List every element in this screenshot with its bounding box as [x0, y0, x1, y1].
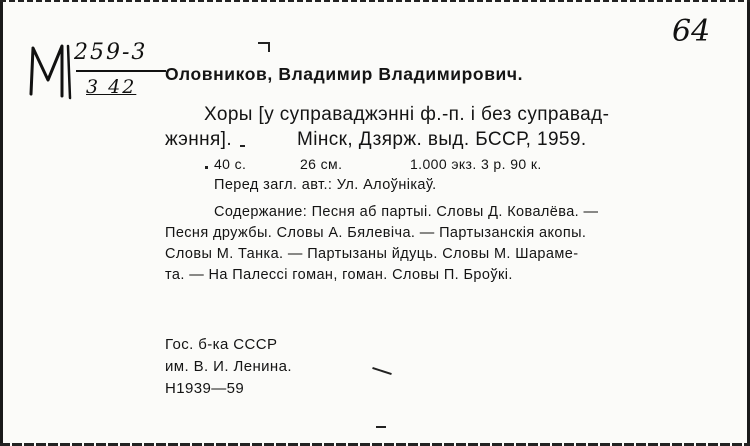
author-heading: Оловников, Владимир Владимирович.: [165, 64, 524, 84]
title-line-1: Хоры [у суправаджэнні ф.-п. і без суправад-: [204, 104, 610, 125]
handwritten-shelf-mark: [28, 42, 78, 102]
ink-speck: [240, 145, 245, 147]
library-name-line-1: Гос. б-ка СССР: [165, 336, 278, 353]
call-number-fraction-bar: [76, 68, 168, 74]
ink-speck: [268, 44, 270, 52]
contents-line-2: Песня дружбы. Словы А. Бялевіча. — Партызанскія акопы.: [165, 225, 587, 241]
library-name-line-2: им. В. И. Ленина.: [165, 358, 292, 375]
card-left-border: [0, 0, 3, 446]
ink-speck: [372, 367, 392, 375]
call-number-top: 259-3: [74, 40, 148, 65]
imprint: Мінск, Дзярж. выд. БССР, 1959.: [297, 129, 587, 150]
author-note: Перед загл. авт.: Ул. Алоўнікаў.: [214, 177, 437, 193]
collation-pages: 40 с.: [214, 156, 247, 172]
collation-size: 26 см.: [300, 156, 343, 172]
folio-number: 64: [672, 14, 711, 49]
contents-line-3: Словы М. Танка. — Партызаны йдуць. Словы М. Шараме-: [165, 246, 579, 262]
title-line-2-start: жэння].: [165, 129, 233, 150]
ink-speck: [205, 166, 208, 169]
collation-print-run-price: 1.000 экз. 3 р. 90 к.: [410, 156, 542, 172]
contents-line-4: та. — На Палессі гоман, гоман. Словы П. Броўкі.: [165, 267, 513, 283]
ink-speck: [376, 426, 386, 428]
accession-number: Н1939—59: [165, 380, 245, 397]
card-top-border: [0, 0, 750, 2]
call-number-bottom: 3 42: [86, 76, 137, 98]
contents-line-1: Содержание: Песня аб партыі. Словы Д. Ковалёва. —: [214, 204, 599, 220]
